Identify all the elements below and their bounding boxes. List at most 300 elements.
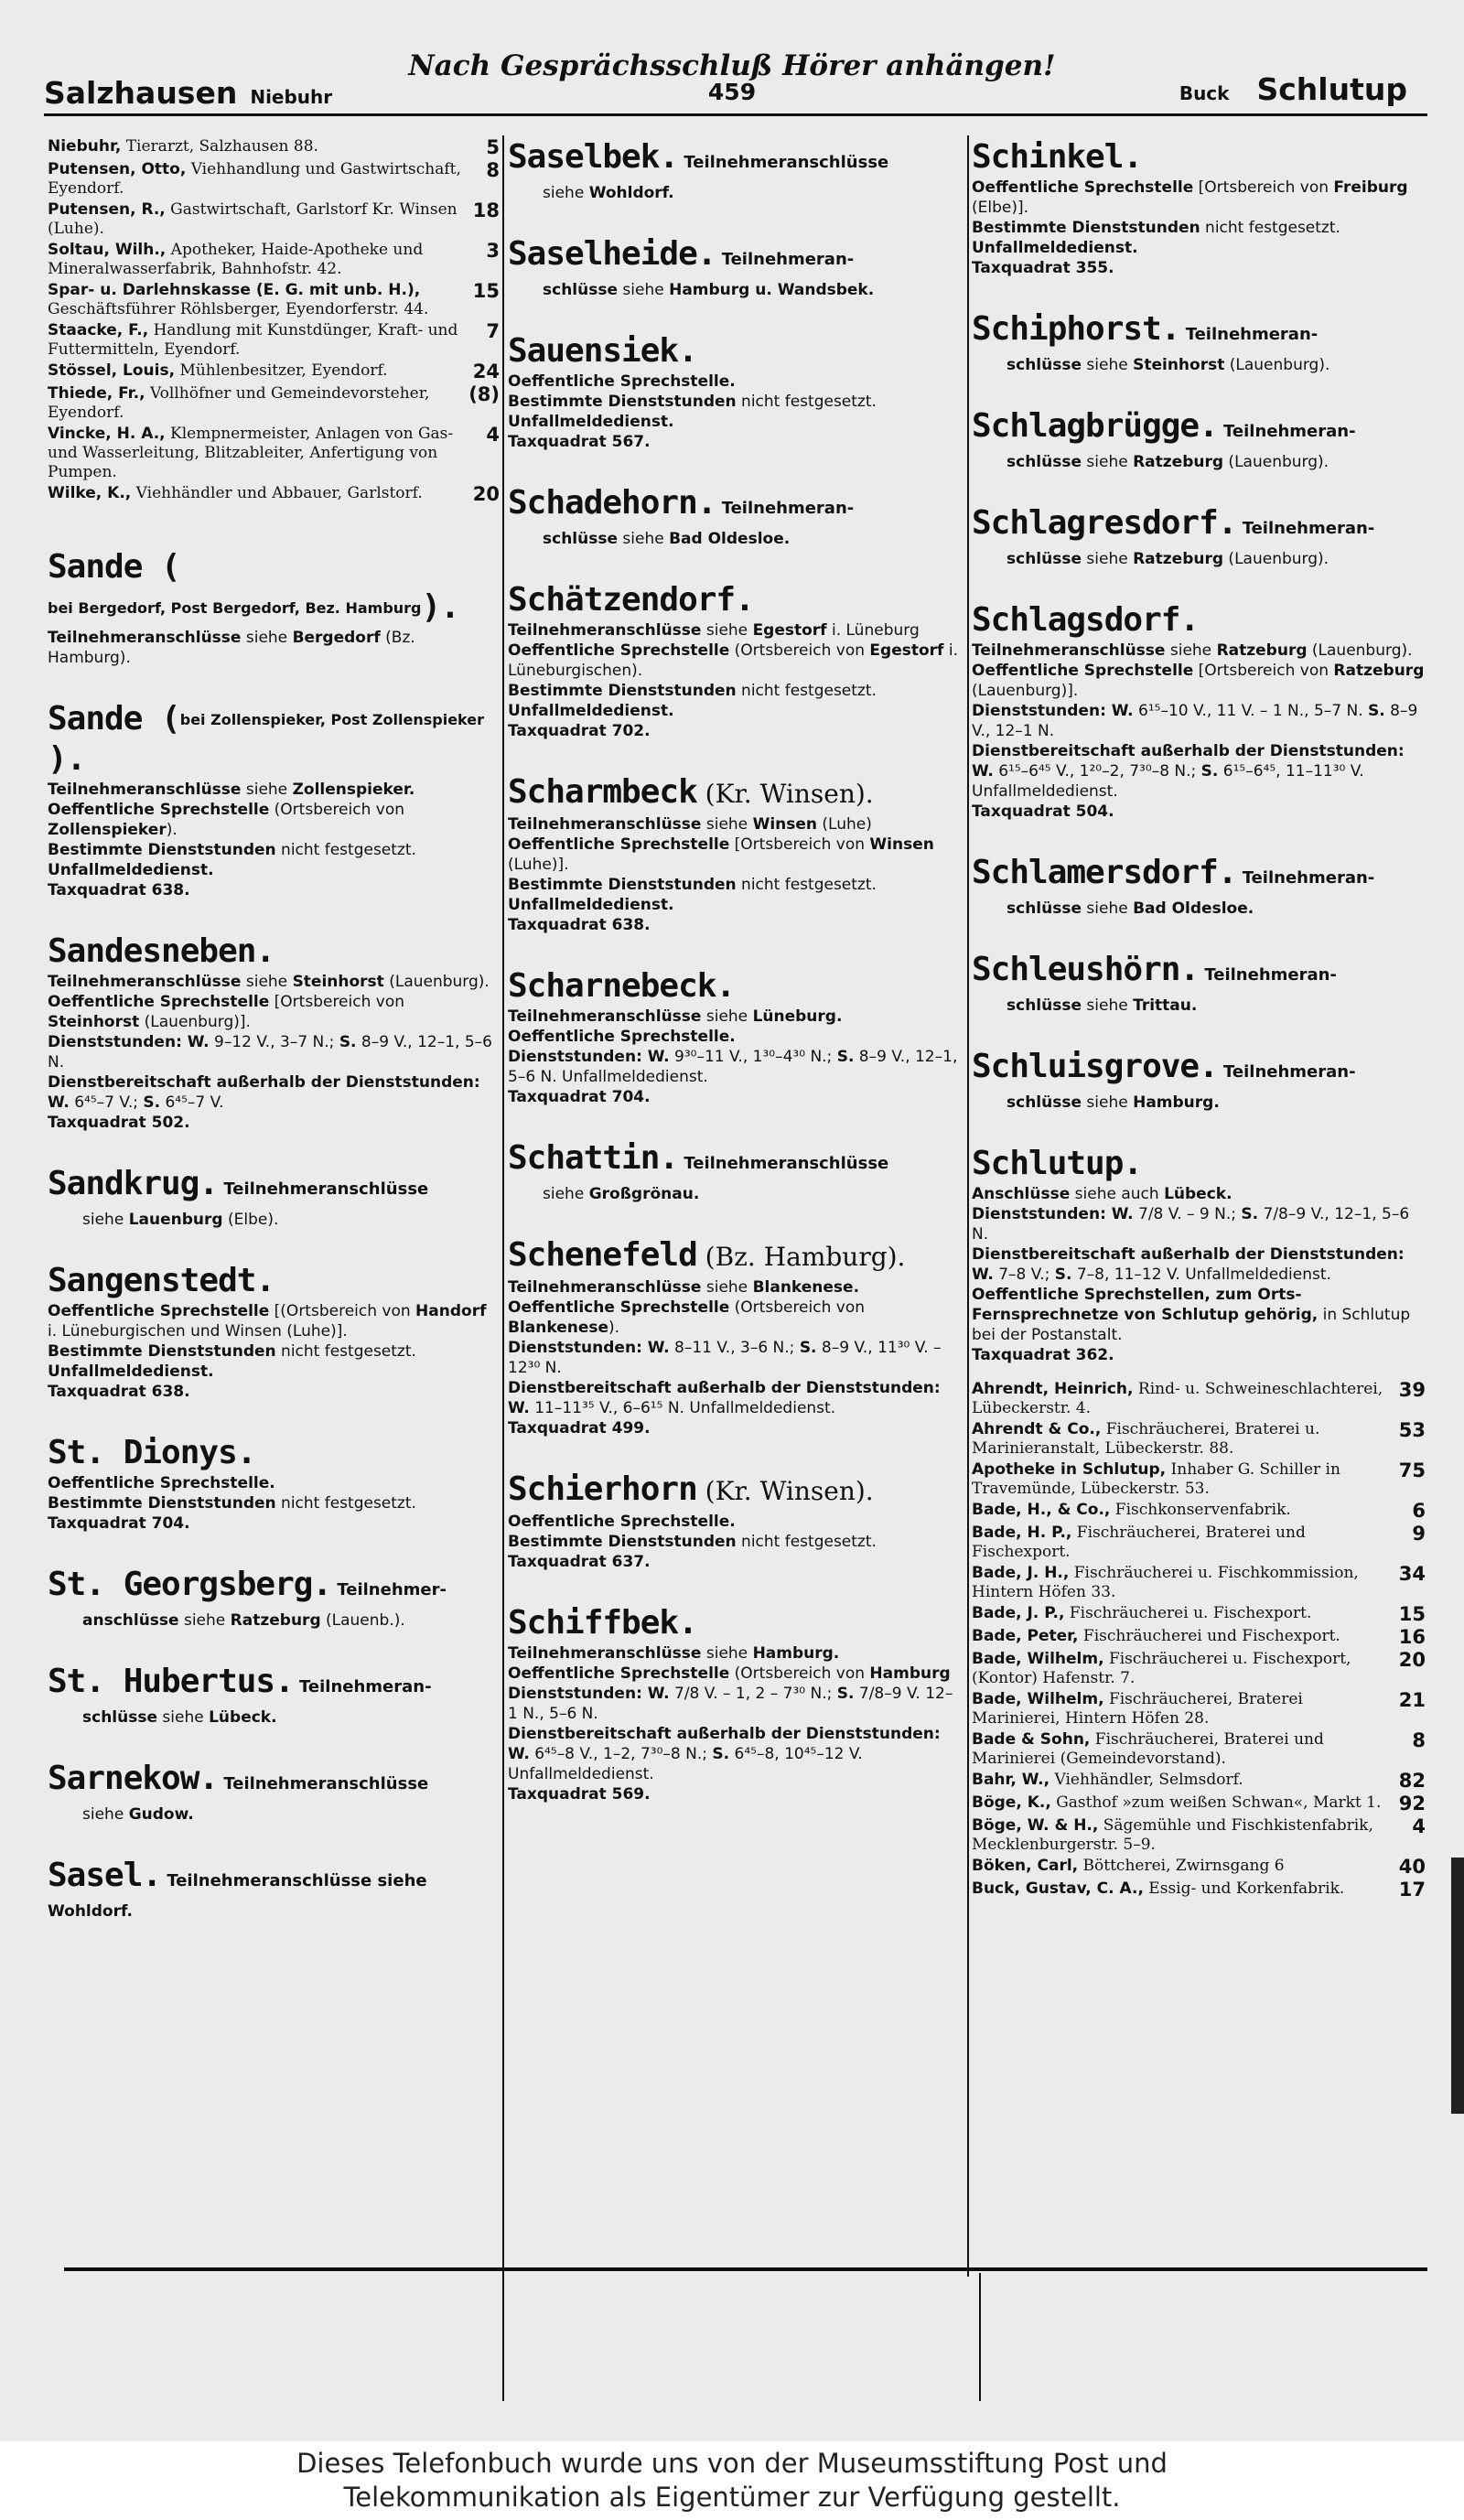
line-bold: Handorf	[415, 1302, 487, 1320]
line-text: siehe	[701, 1644, 753, 1663]
line-text: siehe	[157, 1708, 210, 1727]
line-bold: schlüsse	[543, 281, 618, 299]
brace-close: ).	[48, 740, 86, 778]
place-name: Sande	[48, 700, 143, 738]
listing-detail: Viehhändler, Selmsdorf.	[1050, 1771, 1243, 1789]
place-name: Schlamersdorf.	[972, 854, 1237, 891]
place-name: Sande	[48, 548, 143, 586]
place-name: Schattin.	[508, 1139, 679, 1177]
listing-detail: Fischräucherei u. Fischkommission, Hintern Höfen 33.	[972, 1564, 1359, 1601]
place-line	[972, 178, 1426, 218]
line-bold: Taxquadrat 567.	[508, 433, 651, 451]
listing-number: 39	[1398, 1380, 1426, 1401]
place-name: Schenefeld	[508, 1236, 697, 1274]
place-name: St. Georgsberg.	[48, 1566, 332, 1603]
line-bold: Lüneburg.	[752, 1007, 843, 1026]
line-bold: Zollenspieker	[48, 821, 167, 839]
listing-number: 92	[1398, 1793, 1426, 1815]
place-block	[48, 1565, 500, 1631]
place-title	[508, 331, 963, 372]
line-text: siehe	[1082, 550, 1134, 568]
line-bold: Dienstbereitschaft außerhalb der Dienststunden: W.	[508, 1379, 941, 1417]
header-slogan: Nach Gesprächsschluß Hörer anhängen!	[408, 49, 1056, 82]
place-line	[972, 802, 1426, 822]
line-text: siehe auch	[1070, 1185, 1165, 1203]
listing-detail: Gasthof »zum weißen Schwan«, Markt 1.	[1050, 1793, 1382, 1812]
col1-entries	[48, 137, 500, 505]
line-bold: Taxquadrat 638.	[48, 881, 190, 899]
place-title	[508, 772, 963, 814]
line-text: in Schlutup bei der Postanstalt.	[972, 1306, 1411, 1344]
line-bold: schlüsse	[1006, 356, 1082, 374]
place-line	[508, 641, 963, 681]
listing-detail: Viehhandlung und Gastwirtschaft, Eyendorf.	[48, 160, 461, 198]
line-bold: Dienstbereitschaft außerhalb der Dienststunden: W.	[972, 742, 1405, 781]
line-text: (Ortsbereich von	[269, 801, 405, 819]
place-line	[508, 1532, 963, 1552]
place-line	[508, 1277, 963, 1298]
place-line	[508, 1512, 963, 1532]
place-title	[48, 1856, 500, 1901]
line-bold: Bestimmte Dienststunden	[48, 1342, 276, 1361]
line-bold: Ratzeburg	[1133, 453, 1224, 471]
place-line	[508, 1724, 963, 1784]
line-bold: Dienststunden: W.	[508, 1339, 670, 1357]
line-text: nicht festgesetzt.	[736, 682, 877, 700]
line-bold: Unfallmeldedienst.	[48, 861, 214, 879]
line-bold: Taxquadrat 362.	[972, 1346, 1114, 1364]
listing-name: Böge, W. & H.,	[972, 1816, 1099, 1835]
line-text: siehe	[1165, 641, 1217, 660]
listing-number: 4	[1412, 1816, 1426, 1837]
header-right	[1179, 71, 1407, 107]
col2-places	[508, 137, 963, 1804]
place-block	[972, 137, 1426, 278]
listing-name: Bade, H., & Co.,	[972, 1501, 1111, 1519]
listing-detail: Handlung mit Kunstdünger, Kraft- und Futtermitteln, Eyendorf.	[48, 321, 458, 359]
line-bold: Wohldorf.	[588, 184, 674, 202]
listing-detail: Rind- u. Schweineschlachterei, Lübeckerstr. 4.	[972, 1380, 1383, 1417]
place-line	[48, 1473, 500, 1493]
listing-name: Putensen, Otto,	[48, 160, 187, 178]
listing-number: 15	[1398, 1604, 1426, 1625]
place-block	[972, 406, 1426, 472]
place-block	[972, 309, 1426, 375]
line-text: [(Ortsbereich von	[269, 1302, 416, 1320]
line-text: [Ortsbereich von	[269, 993, 405, 1011]
line-text: siehe	[1082, 356, 1134, 374]
place-line	[48, 800, 500, 840]
brace-open: (	[142, 548, 180, 586]
listing-detail: Klempnermeister, Anlagen von Gas- und Wasserleitung, Blitzableiter, Anfertigung von Pumpen.	[48, 425, 454, 481]
listing-detail: Apotheker, Haide-Apotheke und Mineralwasserfabrik, Bahnhofstr. 42.	[48, 241, 424, 278]
place-name: Sauensiek.	[508, 332, 697, 370]
line-bold: anschlüsse	[82, 1611, 179, 1630]
line-text: nicht festgesetzt.	[736, 393, 877, 411]
line-text: siehe	[1082, 996, 1134, 1015]
place-district: (Kr. Winsen).	[696, 1476, 874, 1506]
line-text: (Lauenburg).	[1223, 453, 1329, 471]
place-title	[48, 1759, 500, 1804]
line-bold: Oeffentliche Sprechstelle	[972, 662, 1194, 680]
line-text: 9³⁰–11 V., 1³⁰–4³⁰ N.;	[669, 1048, 837, 1066]
brace-open: (	[142, 700, 180, 738]
place-block	[508, 483, 963, 549]
place-title	[508, 580, 963, 620]
line-text: siehe	[82, 1211, 129, 1229]
place-line	[48, 860, 500, 880]
listing-detail: Böttcherei, Zwirnsgang 6	[1078, 1857, 1285, 1875]
place-block	[972, 853, 1426, 919]
place-inline-note: Teilnehmeran-	[1217, 422, 1356, 441]
place-line	[508, 392, 963, 412]
line-text: siehe	[701, 1278, 753, 1297]
line-bold: Teilnehmeranschlüsse	[48, 973, 242, 991]
line-bold: Gudow.	[128, 1805, 194, 1824]
line-bold: Egestorf	[752, 621, 827, 640]
line-text: ).	[166, 821, 178, 839]
line-bold: Ratzeburg	[1333, 662, 1425, 680]
place-line	[1006, 1093, 1426, 1113]
place-block	[508, 580, 963, 741]
place-inline-note: Teilnehmeran-	[1199, 965, 1337, 985]
listing-detail: Vollhöfner und Gemeindevorsteher, Eyendorf.	[48, 384, 430, 422]
place-line	[48, 1113, 500, 1133]
listing-detail: Fischräucherei u. Fischexport.	[1064, 1604, 1312, 1622]
place-block	[508, 772, 963, 935]
line-text: (Lauenburg)].	[139, 1013, 251, 1031]
place-line	[1006, 549, 1426, 569]
place-line	[508, 620, 963, 641]
place-line	[508, 1298, 963, 1338]
place-title	[508, 137, 963, 183]
place-title	[972, 503, 1426, 549]
place-line	[48, 628, 500, 668]
place-line	[48, 992, 500, 1032]
line-text: 8–9 V., 12–1, 5–6 N.	[48, 1033, 492, 1072]
place-line	[508, 835, 963, 875]
line-bold: Teilnehmeranschlüsse	[972, 641, 1166, 660]
place-line	[48, 1301, 500, 1341]
line-bold: schlüsse	[1006, 453, 1082, 471]
line-text: siehe	[543, 184, 589, 202]
place-line	[508, 412, 963, 432]
place-line	[972, 1204, 1426, 1244]
listing-entry	[972, 1793, 1426, 1815]
place-inline-note: Teilnehmeran-	[1179, 325, 1319, 344]
line-bold: schlüsse	[1006, 550, 1082, 568]
line-bold: Taxquadrat 702.	[508, 722, 651, 740]
place-district: (Kr. Winsen).	[696, 779, 874, 809]
listing-number: 15	[472, 281, 500, 302]
place-inline-note: Teilnehmeran-	[716, 499, 855, 518]
listing-entry	[972, 1730, 1426, 1769]
place-line	[972, 258, 1426, 278]
place-line	[508, 1047, 963, 1087]
line-bold: S.	[836, 1685, 855, 1703]
place-line	[972, 1244, 1426, 1285]
place-name: Schinkel.	[972, 138, 1143, 176]
place-block	[48, 1856, 500, 1922]
listing-name: Soltau, Wilh.,	[48, 241, 167, 259]
margin-mark	[1451, 1858, 1464, 2114]
listing-entry	[972, 1604, 1426, 1625]
place-inline-note: Teilnehmeranschlüsse	[678, 153, 889, 172]
line-text: 7–8, 11–12 V. Unfallmeldedienst.	[1071, 1265, 1331, 1284]
place-line	[508, 875, 963, 895]
line-text: 6¹⁵–10 V., 11 V. – 1 N., 5–7 N.	[1133, 702, 1369, 720]
line-bold: Wohldorf.	[48, 1902, 133, 1921]
line-bold: Dienstbereitschaft außerhalb der Dienststunden: W.	[508, 1725, 941, 1763]
place-block	[48, 699, 500, 900]
listing-number: (8)	[468, 384, 500, 405]
place-line	[508, 1378, 963, 1418]
listing-name: Vincke, H. A.,	[48, 425, 166, 443]
line-bold: Bad Oldesloe.	[669, 530, 791, 548]
line-text: siehe	[241, 781, 293, 799]
listing-entry	[972, 1816, 1426, 1855]
place-line	[82, 1707, 500, 1728]
col1-places	[48, 547, 500, 1922]
line-text: i. Lüneburgischen und Winsen (Luhe)].	[48, 1322, 348, 1341]
place-name: Schluisgrove.	[972, 1048, 1218, 1085]
line-bold: Taxquadrat 569.	[508, 1785, 651, 1804]
listing-number: 34	[1398, 1564, 1426, 1585]
line-text: 6⁴⁵–8, 10⁴⁵–12 V. Unfallmeldedienst.	[508, 1745, 863, 1783]
listing-detail: Essig- und Korkenfabrik.	[1143, 1879, 1345, 1898]
line-bold: Hamburg	[869, 1664, 951, 1683]
line-bold: Bad Oldesloe.	[1133, 899, 1254, 918]
place-name: Schlagbrügge.	[972, 407, 1218, 445]
line-bold: Steinhorst	[1133, 356, 1225, 374]
line-text: 8–9 V., 11³⁰ V. – 12³⁰ N.	[508, 1339, 942, 1377]
listing-detail: Fischräucherei, Braterei Marinierei, Hintern Höfen 28.	[972, 1690, 1303, 1728]
header-left-place: Salzhausen	[44, 75, 238, 111]
line-bold: Blankenese	[508, 1319, 609, 1337]
place-title	[48, 1433, 500, 1473]
header-right-place: Schlutup	[1256, 71, 1407, 107]
place-line	[1006, 452, 1426, 472]
place-title	[972, 137, 1426, 178]
place-title	[972, 1144, 1426, 1184]
line-bold: Zollenspieker.	[292, 781, 415, 799]
place-inline-note: Teilnehmer-	[331, 1580, 447, 1599]
line-bold: Oeffentliche Sprechstelle.	[508, 1513, 736, 1531]
place-line	[508, 701, 963, 721]
place-block	[508, 1470, 963, 1572]
line-bold: Oeffentliche Sprechstelle	[508, 1298, 730, 1317]
line-text: siehe	[1082, 1093, 1134, 1112]
line-bold: Unfallmeldedienst.	[48, 1362, 214, 1381]
listing-detail: Geschäftsführer Röhlsberger, Eyendorferstr. 44.	[48, 300, 429, 318]
listing-detail: Tierarzt, Salzhausen 88.	[121, 137, 318, 156]
place-line	[48, 1901, 500, 1922]
place-line	[543, 280, 963, 300]
place-line	[972, 641, 1426, 661]
listing-number: 18	[472, 200, 500, 221]
line-text: [Ortsbereich von	[729, 835, 870, 854]
line-bold: Dienststunden: W.	[972, 702, 1134, 720]
listing-name: Stössel, Louis,	[48, 361, 176, 380]
line-bold: Taxquadrat 638.	[48, 1383, 190, 1401]
line-bold: Teilnehmeranschlüsse	[508, 1278, 702, 1297]
place-line	[508, 895, 963, 915]
line-bold: schlüsse	[543, 530, 618, 548]
line-bold: Unfallmeldedienst.	[508, 896, 674, 914]
column-divider-2	[967, 135, 969, 2277]
brace-close: ).	[421, 588, 459, 626]
line-text: ).	[608, 1319, 620, 1337]
place-name: Schätzendorf.	[508, 581, 754, 619]
line-text: 8–9 V., 12–1, 5–6 N. Unfallmeldedienst.	[508, 1048, 958, 1086]
line-text: nicht festgesetzt.	[275, 1342, 416, 1361]
line-text: 7/8–9 V. 12–1 N., 5–6 N.	[508, 1685, 953, 1723]
line-bold: Oeffentliche Sprechstelle	[508, 641, 730, 660]
line-text: [Ortsbereich von	[1193, 178, 1334, 197]
place-inline-note: Teilnehmeranschlüsse	[678, 1154, 889, 1173]
place-inline-note: Teilnehmeran-	[716, 250, 855, 269]
place-title	[48, 1662, 500, 1707]
place-name: Schlagsdorf.	[972, 601, 1200, 639]
line-text: 11–11³⁵ V., 6–6¹⁵ N. Unfallmeldedienst.	[529, 1399, 836, 1417]
listing-detail: Inhaber G. Schiller in Travemünde, Lübeckerstr. 53.	[972, 1460, 1340, 1498]
place-line	[508, 814, 963, 835]
col3-entries	[972, 1380, 1426, 1901]
line-bold: Trittau.	[1133, 996, 1198, 1015]
place-title	[972, 406, 1426, 452]
line-text: [Ortsbereich von	[1193, 662, 1334, 680]
listing-number: 24	[472, 361, 500, 382]
line-text: 6¹⁵–6⁴⁵ V., 1²⁰–2, 7³⁰–8 N.;	[993, 762, 1201, 781]
listing-entry	[48, 484, 500, 505]
place-line	[508, 1027, 963, 1047]
listing-entry	[48, 425, 500, 482]
column-1	[48, 137, 500, 1953]
line-bold: Dienststunden: W.	[48, 1033, 210, 1051]
line-bold: Steinhorst	[48, 1013, 140, 1031]
place-inline-note: Teilnehmeranschlüsse	[218, 1774, 429, 1793]
line-bold: Winsen	[869, 835, 934, 854]
place-line	[48, 1341, 500, 1362]
place-name: St. Hubertus.	[48, 1663, 294, 1700]
place-line	[508, 1684, 963, 1724]
place-name: St. Dionys.	[48, 1434, 256, 1471]
place-name: Schiffbek.	[508, 1604, 697, 1642]
place-line	[543, 529, 963, 549]
place-block	[508, 234, 963, 300]
place-title	[48, 699, 500, 780]
footer-line-1: Dieses Telefonbuch wurde uns von der Museumsstiftung Post und	[296, 2448, 1168, 2479]
place-inline-note: Teilnehmeran-	[1236, 519, 1375, 538]
line-bold: Oeffentliche Sprechstelle.	[508, 372, 736, 391]
place-title	[972, 853, 1426, 899]
place-line	[972, 1285, 1426, 1345]
place-title	[972, 950, 1426, 996]
listing-name: Putensen, R.,	[48, 200, 166, 219]
line-bold: Lauenburg	[128, 1211, 223, 1229]
place-block	[508, 1138, 963, 1204]
line-bold: S.	[143, 1093, 161, 1112]
line-bold: Anschlüsse	[972, 1185, 1071, 1203]
header-rule	[44, 113, 1427, 116]
place-line	[48, 780, 500, 800]
listing-detail: Fischkonservenfabrik.	[1110, 1501, 1291, 1519]
line-bold: Taxquadrat 504.	[972, 802, 1114, 821]
line-bold: schlüsse	[82, 1708, 157, 1727]
line-bold: Teilnehmeranschlüsse	[508, 815, 702, 834]
line-text: siehe	[241, 973, 293, 991]
line-text: (Luhe)	[817, 815, 872, 834]
line-text: 6⁴⁵–8 V., 1–2, 7³⁰–8 N.;	[529, 1745, 713, 1763]
line-bold: Teilnehmeranschlüsse	[508, 1644, 702, 1663]
line-bold: Blankenese.	[752, 1278, 860, 1297]
line-text: 7/8 V. – 9 N.;	[1133, 1205, 1242, 1223]
place-title	[508, 1235, 963, 1277]
listing-number: 7	[486, 321, 500, 342]
listing-number: 75	[1398, 1460, 1426, 1481]
line-bold: S.	[1200, 762, 1219, 781]
header-left	[44, 75, 332, 111]
line-bold: schlüsse	[1006, 1093, 1082, 1112]
line-text: siehe	[618, 530, 670, 548]
line-bold: Teilnehmeranschlüsse	[508, 621, 702, 640]
place-block	[972, 1144, 1426, 1365]
line-bold: schlüsse	[1006, 899, 1082, 918]
line-bold: Hamburg.	[1133, 1093, 1220, 1112]
place-line	[508, 372, 963, 392]
line-text: siehe	[618, 281, 670, 299]
place-line	[508, 681, 963, 701]
line-bold: Bergedorf	[292, 629, 381, 647]
line-text: 7/8–9 V., 12–1, 5–6 N.	[972, 1205, 1410, 1244]
line-bold: Lübeck.	[1164, 1185, 1233, 1203]
listing-name: Thiede, Fr.,	[48, 384, 145, 403]
listing-entry	[972, 1690, 1426, 1728]
place-line	[1006, 355, 1426, 375]
line-bold: Taxquadrat 704.	[508, 1088, 651, 1106]
line-text: (Lauenburg).	[1224, 356, 1330, 374]
line-bold: Freiburg	[1333, 178, 1408, 197]
line-text: (Ortsbereich von	[729, 641, 870, 660]
listing-entry	[972, 1650, 1426, 1688]
place-line	[972, 1345, 1426, 1365]
place-name: Sarnekow.	[48, 1760, 219, 1797]
line-bold: Dienststunden: W.	[972, 1205, 1134, 1223]
line-text: (Lauenburg).	[1307, 641, 1413, 660]
place-block	[508, 966, 963, 1107]
line-bold: S.	[1368, 702, 1385, 720]
place-line	[508, 1007, 963, 1027]
place-block	[48, 1662, 500, 1728]
line-bold: Taxquadrat 704.	[48, 1514, 190, 1533]
listing-name: Buck, Gustav, C. A.,	[972, 1879, 1144, 1898]
place-block	[972, 600, 1426, 822]
place-line	[972, 741, 1426, 802]
place-block	[48, 1164, 500, 1230]
line-bold: Dienstbereitschaft außerhalb der Dienststunden: W.	[972, 1245, 1405, 1284]
place-block	[48, 1759, 500, 1825]
listing-name: Bahr, W.,	[972, 1771, 1050, 1789]
listing-entry	[972, 1771, 1426, 1792]
line-text: (Elbe).	[222, 1211, 279, 1229]
line-text: (Lauenburg).	[383, 973, 490, 991]
line-bold: Großgrönau.	[588, 1185, 700, 1203]
line-text: i. Lüneburgischen).	[508, 641, 958, 680]
listing-detail: Fischräucherei, Braterei und Marinierei (Gemeindevorstand).	[972, 1730, 1324, 1768]
line-text: siehe	[701, 1007, 753, 1026]
place-line	[82, 1610, 500, 1631]
page-number: 459	[707, 79, 757, 105]
